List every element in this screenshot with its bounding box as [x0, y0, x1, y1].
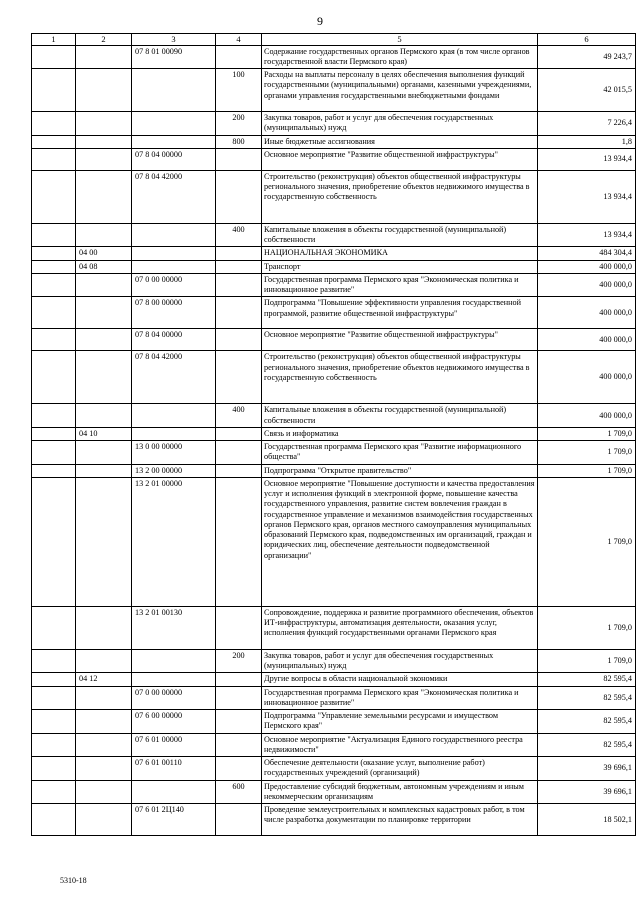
- cell-c5: Транспорт: [262, 260, 538, 273]
- budget-table: [31, 33, 636, 836]
- cell-c6: 82 595,4: [538, 686, 636, 710]
- cell-c4: [216, 710, 262, 734]
- cell-c6: 1 709,0: [538, 606, 636, 649]
- cell-c1: [32, 464, 76, 477]
- cell-c3: [132, 404, 216, 428]
- cell-c3: 13 2 01 00130: [132, 606, 216, 649]
- cell-c5: Основное мероприятие "Актуализация Единого государственного реестра недвижимости": [262, 733, 538, 757]
- cell-c2: [76, 404, 132, 428]
- cell-c1: [32, 673, 76, 686]
- cell-c1: [32, 223, 76, 247]
- cell-c3: [132, 649, 216, 673]
- table-row: [32, 170, 636, 223]
- table-row: [32, 112, 636, 136]
- cell-c2: 04 12: [76, 673, 132, 686]
- cell-c1: [32, 441, 76, 465]
- cell-c6: 13 934,4: [538, 170, 636, 223]
- cell-c4: [216, 441, 262, 465]
- table-row: [32, 135, 636, 148]
- cell-c4: 200: [216, 112, 262, 136]
- table-row: [32, 45, 636, 69]
- cell-c6: 400 000,0: [538, 329, 636, 351]
- cell-c6: 400 000,0: [538, 273, 636, 297]
- cell-c3: 07 8 00 00000: [132, 297, 216, 329]
- cell-c5: Содержание государственных органов Пермского края (в том числе органов государственной власти Пермского края): [262, 45, 538, 69]
- cell-c3: [132, 247, 216, 260]
- table-row: [32, 148, 636, 170]
- cell-c4: [216, 329, 262, 351]
- cell-c1: [32, 606, 76, 649]
- table-row: [32, 427, 636, 440]
- cell-c6: 400 000,0: [538, 297, 636, 329]
- cell-c1: [32, 329, 76, 351]
- cell-c1: [32, 148, 76, 170]
- table-row: [32, 649, 636, 673]
- cell-c1: [32, 273, 76, 297]
- cell-c5: Капитальные вложения в объекты государственной (муниципальной) собственности: [262, 223, 538, 247]
- table-row: [32, 273, 636, 297]
- table-row: [32, 223, 636, 247]
- cell-c1: [32, 686, 76, 710]
- cell-c6: 1 709,0: [538, 477, 636, 606]
- cell-c6: 400 000,0: [538, 260, 636, 273]
- cell-c1: [32, 351, 76, 404]
- cell-c4: [216, 477, 262, 606]
- cell-c5: Основное мероприятие "Развитие общественной инфраструктуры": [262, 329, 538, 351]
- cell-c5: Основное мероприятие "Повышение доступности и качества предоставления услуг и исполнения функций в электронной форме, повышение качества государственного управления, развитие систем вовлечения граждан в государственное управление и механизмов взаимодействия государственных органов Пермского края, органов местного самоуправления муниципальных образований Пермского края, подведомственных им организаций, граждан и юридических лиц, обеспечение деятельности подведомственной организации": [262, 477, 538, 606]
- cell-c4: [216, 733, 262, 757]
- footer-code: 5310-18: [60, 876, 87, 885]
- cell-c3: 13 2 00 00000: [132, 464, 216, 477]
- cell-c1: [32, 427, 76, 440]
- cell-c5: Проведение землеустроительных и комплексных кадастровых работ, в том числе разработка документации по планировке территории: [262, 804, 538, 836]
- cell-c1: [32, 477, 76, 606]
- cell-c5: Подпрограмма "Повышение эффективности управления государственной программой, развитие общественной инфраструктуры": [262, 297, 538, 329]
- cell-c6: 1,8: [538, 135, 636, 148]
- cell-c6: 39 696,1: [538, 757, 636, 781]
- cell-c6: 42 015,5: [538, 69, 636, 112]
- cell-c1: [32, 112, 76, 136]
- cell-c5: Закупка товаров, работ и услуг для обеспечения государственных (муниципальных) нужд: [262, 112, 538, 136]
- cell-c6: 1 709,0: [538, 427, 636, 440]
- table-row: [32, 351, 636, 404]
- table-row: [32, 297, 636, 329]
- cell-c3: 07 8 04 00000: [132, 148, 216, 170]
- column-header: 3: [132, 34, 216, 46]
- column-header: 2: [76, 34, 132, 46]
- table-row: [32, 260, 636, 273]
- table-row: [32, 804, 636, 836]
- cell-c5: Закупка товаров, работ и услуг для обеспечения государственных (муниципальных) нужд: [262, 649, 538, 673]
- cell-c6: 1 709,0: [538, 464, 636, 477]
- cell-c6: 82 595,4: [538, 733, 636, 757]
- table-row: [32, 780, 636, 804]
- column-header: 4: [216, 34, 262, 46]
- cell-c1: [32, 247, 76, 260]
- cell-c2: 04 00: [76, 247, 132, 260]
- cell-c4: 400: [216, 404, 262, 428]
- cell-c5: Государственная программа Пермского края "Экономическая политика и инновационное развитие": [262, 686, 538, 710]
- cell-c5: Основное мероприятие "Развитие общественной инфраструктуры": [262, 148, 538, 170]
- cell-c3: [132, 135, 216, 148]
- cell-c6: 7 226,4: [538, 112, 636, 136]
- cell-c2: [76, 686, 132, 710]
- cell-c2: [76, 606, 132, 649]
- cell-c1: [32, 733, 76, 757]
- cell-c5: Строительство (реконструкция) объектов общественной инфраструктуры регионального значения, приобретение объектов недвижимого имущества в государственную собственность: [262, 351, 538, 404]
- cell-c2: [76, 649, 132, 673]
- cell-c4: [216, 260, 262, 273]
- cell-c6: 18 502,1: [538, 804, 636, 836]
- column-header: 1: [32, 34, 76, 46]
- cell-c3: 07 0 00 00000: [132, 273, 216, 297]
- cell-c5: Обеспечение деятельности (оказание услуг, выполнение работ) государственных учреждений (организаций): [262, 757, 538, 781]
- cell-c3: 07 8 01 00090: [132, 45, 216, 69]
- cell-c3: 07 6 01 00110: [132, 757, 216, 781]
- table-row: [32, 404, 636, 428]
- cell-c2: 04 08: [76, 260, 132, 273]
- cell-c3: 07 6 01 2Ц140: [132, 804, 216, 836]
- cell-c5: Другие вопросы в области национальной экономики: [262, 673, 538, 686]
- cell-c1: [32, 69, 76, 112]
- table-row: [32, 710, 636, 734]
- table-row: [32, 686, 636, 710]
- table-row: [32, 757, 636, 781]
- cell-c3: 13 2 01 00000: [132, 477, 216, 606]
- cell-c1: [32, 710, 76, 734]
- cell-c5: Подпрограмма "Управление земельными ресурсами и имуществом Пермского края": [262, 710, 538, 734]
- table-body: [32, 45, 636, 836]
- cell-c6: 1 709,0: [538, 441, 636, 465]
- cell-c5: Подпрограмма "Открытое правительство": [262, 464, 538, 477]
- cell-c1: [32, 45, 76, 69]
- column-header: 5: [262, 34, 538, 46]
- cell-c2: [76, 69, 132, 112]
- cell-c3: 07 6 00 00000: [132, 710, 216, 734]
- cell-c5: Строительство (реконструкция) объектов общественной инфраструктуры регионального значения, приобретение объектов недвижимого имущества в государственную собственность: [262, 170, 538, 223]
- column-header: 6: [538, 34, 636, 46]
- cell-c2: [76, 733, 132, 757]
- cell-c6: 1 709,0: [538, 649, 636, 673]
- cell-c6: 82 595,4: [538, 673, 636, 686]
- header-row: [32, 34, 636, 46]
- cell-c4: [216, 273, 262, 297]
- cell-c6: 49 243,7: [538, 45, 636, 69]
- cell-c2: [76, 273, 132, 297]
- table-row: [32, 441, 636, 465]
- cell-c5: Предоставление субсидий бюджетным, автономным учреждениям и иным некоммерческим организациям: [262, 780, 538, 804]
- table-row: [32, 477, 636, 606]
- cell-c4: 400: [216, 223, 262, 247]
- cell-c2: [76, 441, 132, 465]
- cell-c2: [76, 710, 132, 734]
- cell-c1: [32, 297, 76, 329]
- cell-c3: [132, 69, 216, 112]
- cell-c1: [32, 780, 76, 804]
- cell-c2: [76, 757, 132, 781]
- cell-c4: [216, 464, 262, 477]
- cell-c2: [76, 223, 132, 247]
- cell-c4: [216, 427, 262, 440]
- cell-c4: [216, 247, 262, 260]
- cell-c4: [216, 673, 262, 686]
- cell-c6: 82 595,4: [538, 710, 636, 734]
- cell-c2: [76, 464, 132, 477]
- cell-c4: [216, 351, 262, 404]
- cell-c5: Сопровождение, поддержка и развитие программного обеспечения, объектов ИТ-инфраструктуры, автоматизация деятельности, оказания услуг, исполнения функций государственными органами Пермского края: [262, 606, 538, 649]
- cell-c4: [216, 757, 262, 781]
- cell-c4: [216, 170, 262, 223]
- cell-c6: 400 000,0: [538, 351, 636, 404]
- cell-c3: [132, 260, 216, 273]
- cell-c4: [216, 686, 262, 710]
- cell-c3: 07 8 04 42000: [132, 170, 216, 223]
- cell-c3: [132, 780, 216, 804]
- cell-c4: [216, 148, 262, 170]
- cell-c2: [76, 135, 132, 148]
- cell-c6: 13 934,4: [538, 223, 636, 247]
- cell-c5: Государственная программа Пермского края "Экономическая политика и инновационное развитие": [262, 273, 538, 297]
- cell-c4: 100: [216, 69, 262, 112]
- cell-c1: [32, 170, 76, 223]
- cell-c3: [132, 427, 216, 440]
- cell-c3: [132, 112, 216, 136]
- cell-c2: [76, 477, 132, 606]
- cell-c2: [76, 351, 132, 404]
- cell-c6: 484 304,4: [538, 247, 636, 260]
- cell-c4: [216, 606, 262, 649]
- cell-c6: 39 696,1: [538, 780, 636, 804]
- cell-c2: [76, 329, 132, 351]
- cell-c1: [32, 757, 76, 781]
- cell-c1: [32, 404, 76, 428]
- cell-c3: 07 8 04 42000: [132, 351, 216, 404]
- cell-c6: 400 000,0: [538, 404, 636, 428]
- cell-c2: [76, 148, 132, 170]
- cell-c2: 04 10: [76, 427, 132, 440]
- cell-c3: 07 0 00 00000: [132, 686, 216, 710]
- cell-c4: [216, 297, 262, 329]
- cell-c5: Связь и информатика: [262, 427, 538, 440]
- cell-c6: 13 934,4: [538, 148, 636, 170]
- table-row: [32, 464, 636, 477]
- cell-c4: 600: [216, 780, 262, 804]
- table-row: [32, 733, 636, 757]
- cell-c5: НАЦИОНАЛЬНАЯ ЭКОНОМИКА: [262, 247, 538, 260]
- cell-c4: 200: [216, 649, 262, 673]
- cell-c1: [32, 804, 76, 836]
- cell-c2: [76, 45, 132, 69]
- cell-c1: [32, 260, 76, 273]
- cell-c1: [32, 649, 76, 673]
- cell-c4: 800: [216, 135, 262, 148]
- cell-c5: Государственная программа Пермского края "Развитие информационного общества": [262, 441, 538, 465]
- cell-c4: [216, 804, 262, 836]
- cell-c2: [76, 297, 132, 329]
- cell-c3: 13 0 00 00000: [132, 441, 216, 465]
- cell-c4: [216, 45, 262, 69]
- table-row: [32, 247, 636, 260]
- cell-c5: Капитальные вложения в объекты государственной (муниципальной) собственности: [262, 404, 538, 428]
- table-row: [32, 329, 636, 351]
- cell-c1: [32, 135, 76, 148]
- cell-c2: [76, 780, 132, 804]
- cell-c3: [132, 223, 216, 247]
- table-row: [32, 69, 636, 112]
- table-row: [32, 606, 636, 649]
- cell-c3: 07 8 04 00000: [132, 329, 216, 351]
- cell-c2: [76, 804, 132, 836]
- cell-c5: Иные бюджетные ассигнования: [262, 135, 538, 148]
- cell-c2: [76, 112, 132, 136]
- table-row: [32, 673, 636, 686]
- cell-c2: [76, 170, 132, 223]
- cell-c3: 07 6 01 00000: [132, 733, 216, 757]
- page-number: 9: [317, 14, 323, 28]
- cell-c3: [132, 673, 216, 686]
- cell-c5: Расходы на выплаты персоналу в целях обеспечения выполнения функций государственными (муниципальными) органами, казенными учреждениями, органами управления государственными внебюджетными фондами: [262, 69, 538, 112]
